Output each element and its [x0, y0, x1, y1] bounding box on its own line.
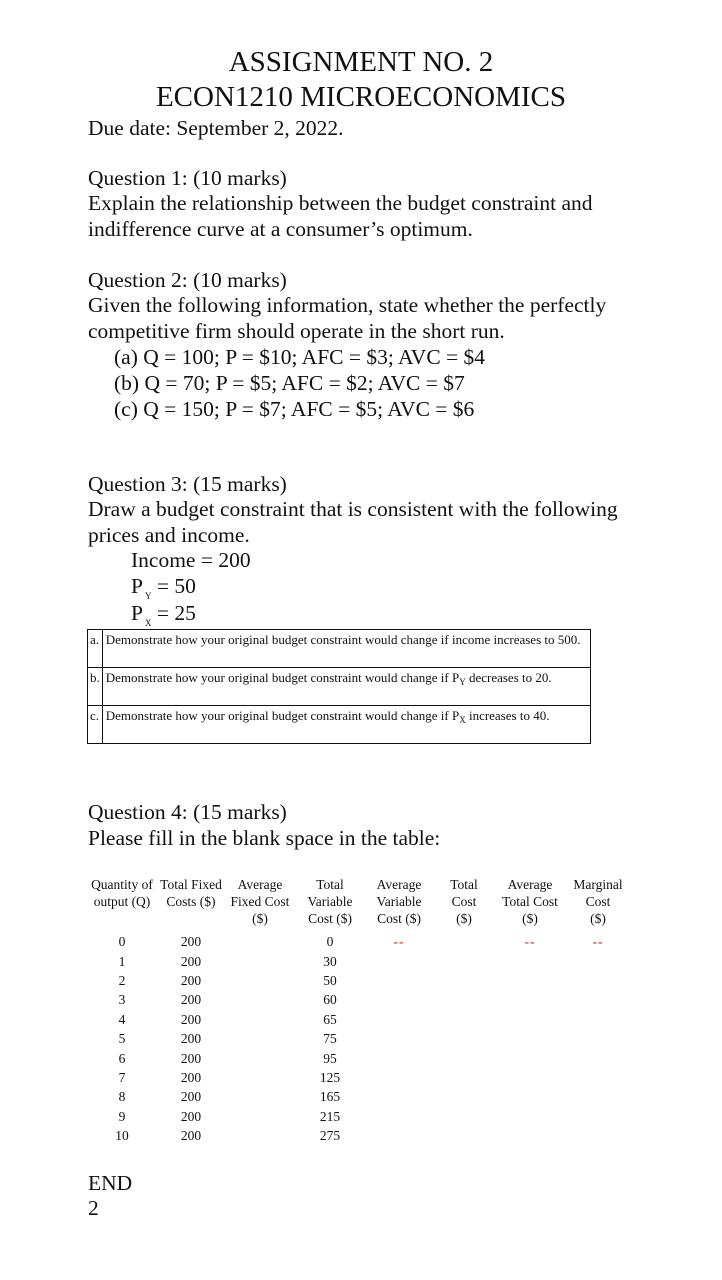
- table-row: [88, 1029, 632, 1048]
- table-cell: 9: [118, 1108, 126, 1124]
- column-header-line: Variable: [307, 894, 353, 909]
- table-cell: 75: [323, 1031, 337, 1047]
- table-cell: [226, 1048, 294, 1067]
- q4-heading: Question 4: (15 marks): [88, 800, 287, 824]
- q2-text-line-1: Given the following information, state whether the perfectly: [88, 293, 607, 317]
- column-header-line: Quantity of: [91, 877, 153, 892]
- table-cell: 200: [180, 1031, 202, 1047]
- q3-part-b-text-a: Demonstrate how your original budget constraint would change if P: [105, 670, 460, 685]
- q3-part-b-subscript: Y: [459, 677, 466, 687]
- table-cell: 200: [180, 972, 202, 988]
- table-cell: 200: [180, 1011, 202, 1027]
- table-cell: [564, 1068, 632, 1087]
- q3-part-text: [102, 706, 590, 744]
- column-header-line: [156, 910, 226, 927]
- table-cell: [226, 1068, 294, 1087]
- table-cell: [226, 1107, 294, 1126]
- table-row: [88, 971, 632, 990]
- q3-part-b-text-b: decreases to 20.: [465, 670, 552, 685]
- table-cell: [496, 971, 564, 990]
- table-cell: 200: [180, 1069, 202, 1085]
- q3-text-line-2: prices and income.: [88, 523, 250, 547]
- table-cell: --: [393, 934, 405, 950]
- table-cell: [432, 1107, 496, 1126]
- q1-heading: Question 1: (10 marks): [88, 166, 287, 190]
- table-cell: [366, 1068, 432, 1087]
- table-cell: 10: [115, 1128, 129, 1144]
- column-header-line: Average: [376, 877, 422, 892]
- table-cell: 60: [323, 992, 337, 1008]
- q3-py-letter: P: [131, 574, 143, 598]
- q3-part-row: [88, 630, 591, 668]
- cost-table-column-header: [432, 876, 496, 932]
- q1-text-line-1: Explain the relationship between the budget constraint and: [88, 191, 593, 215]
- column-header-line: Total Fixed: [160, 877, 222, 892]
- table-cell: [432, 1126, 496, 1145]
- table-cell: [564, 1048, 632, 1067]
- q3-part-a-text: Demonstrate how your original budget constraint would change if income increases to 500.: [105, 632, 581, 647]
- table-cell: [226, 1010, 294, 1029]
- table-cell: [496, 1087, 564, 1106]
- q3-part-label: a.: [88, 630, 103, 668]
- column-header-line: output (Q): [93, 894, 151, 909]
- table-row: [88, 1126, 632, 1145]
- cost-table-column-header: [156, 876, 226, 932]
- q3-px-letter: P: [131, 601, 143, 625]
- cost-table: [88, 876, 632, 1145]
- q3-price-y: [131, 573, 196, 603]
- table-cell: 200: [180, 953, 202, 969]
- cost-table-column-header: [226, 876, 294, 932]
- table-row: [88, 1068, 632, 1087]
- q3-part-c-text-b: increases to 40.: [465, 708, 550, 723]
- table-cell: 215: [319, 1108, 341, 1124]
- table-cell: [432, 1048, 496, 1067]
- q2-text-line-2: competitive firm should operate in the short run.: [88, 319, 505, 343]
- table-cell: 3: [118, 992, 126, 1008]
- table-row: [88, 1010, 632, 1029]
- table-cell: [226, 951, 294, 970]
- q3-part-c-subscript: X: [459, 715, 466, 725]
- q3-part-text: [102, 668, 590, 706]
- table-cell: [226, 1126, 294, 1145]
- table-row: [88, 932, 632, 951]
- table-cell: --: [592, 934, 604, 950]
- column-header-line: Average: [507, 877, 553, 892]
- table-cell: [564, 1107, 632, 1126]
- column-header-line: Variable: [376, 894, 422, 909]
- table-cell: [564, 1010, 632, 1029]
- table-row: [88, 1107, 632, 1126]
- table-cell: [366, 1048, 432, 1067]
- title-line-2: ECON1210 MICROECONOMICS: [155, 81, 567, 113]
- table-cell: [226, 932, 294, 951]
- q3-px-value: = 25: [156, 601, 196, 625]
- table-cell: [496, 1126, 564, 1145]
- table-cell: [432, 1010, 496, 1029]
- q3-part-text: [102, 630, 590, 668]
- table-cell: 200: [180, 1050, 202, 1066]
- column-header-line: ($): [252, 911, 268, 926]
- q3-part-label: c.: [88, 706, 103, 744]
- q2-item-b: (b) Q = 70; P = $5; AFC = $2; AVC = $7: [114, 371, 465, 395]
- table-cell: 200: [180, 992, 202, 1008]
- table-cell: [366, 1010, 432, 1029]
- column-header-line: Total: [450, 877, 478, 892]
- table-cell: [496, 1107, 564, 1126]
- cost-table-column-header: [88, 876, 156, 932]
- q3-px-subscript: X: [144, 618, 152, 628]
- table-cell: [366, 951, 432, 970]
- q3-py-subscript: Y: [144, 591, 152, 601]
- table-cell: [432, 971, 496, 990]
- q3-heading: Question 3: (15 marks): [88, 472, 287, 496]
- table-cell: [564, 1126, 632, 1145]
- table-cell: [366, 1029, 432, 1048]
- q1-text-line-2: indifference curve at a consumer’s optimum.: [88, 217, 473, 241]
- table-cell: [564, 1029, 632, 1048]
- table-cell: 200: [180, 934, 202, 950]
- q3-part-row: [88, 668, 591, 706]
- cost-table-column-header: [294, 876, 366, 932]
- column-header-line: Costs ($): [166, 894, 216, 909]
- table-cell: [496, 1048, 564, 1067]
- table-cell: [496, 1029, 564, 1048]
- column-header-line: Marginal: [573, 877, 623, 892]
- table-cell: [432, 951, 496, 970]
- table-cell: 50: [323, 972, 337, 988]
- column-header-line: Total Cost: [502, 894, 558, 909]
- q3-price-x: [131, 600, 196, 630]
- table-row: [88, 990, 632, 1009]
- table-cell: 275: [319, 1128, 341, 1144]
- title-line-1: ASSIGNMENT NO. 2: [228, 46, 494, 78]
- table-cell: [496, 990, 564, 1009]
- column-header-line: [88, 910, 156, 927]
- page-number: 2: [88, 1196, 99, 1220]
- table-cell: [564, 951, 632, 970]
- table-cell: [432, 932, 496, 951]
- q2-item-c: (c) Q = 150; P = $7; AFC = $5; AVC = $6: [114, 397, 475, 421]
- q3-text-line-1: Draw a budget constraint that is consistent with the following: [88, 497, 618, 521]
- table-cell: 1: [118, 953, 126, 969]
- table-cell: [564, 990, 632, 1009]
- cost-table-column-header: [564, 876, 632, 932]
- column-header-line: Average: [237, 877, 283, 892]
- q4-instruction: Please fill in the blank space in the table:: [88, 826, 441, 850]
- table-cell: [564, 971, 632, 990]
- table-cell: [432, 990, 496, 1009]
- column-header-line: Fixed Cost: [230, 894, 290, 909]
- table-cell: 7: [118, 1069, 126, 1085]
- table-cell: [366, 1107, 432, 1126]
- column-header-line: Total: [316, 877, 344, 892]
- column-header-line: Cost: [585, 894, 611, 909]
- table-cell: 165: [319, 1089, 341, 1105]
- table-cell: [432, 1068, 496, 1087]
- end-marker: END: [88, 1171, 133, 1195]
- q3-parts-table: [87, 629, 591, 744]
- q3-income: Income = 200: [131, 548, 251, 572]
- table-cell: [366, 1087, 432, 1106]
- column-header-line: ($): [522, 911, 538, 926]
- table-cell: 95: [323, 1050, 337, 1066]
- table-cell: --: [524, 934, 536, 950]
- table-cell: [366, 990, 432, 1009]
- column-header-line: ($): [590, 911, 606, 926]
- q3-part-c-text-a: Demonstrate how your original budget constraint would change if P: [105, 708, 460, 723]
- q2-heading: Question 2: (10 marks): [88, 268, 287, 292]
- table-cell: 6: [118, 1050, 126, 1066]
- table-cell: 5: [118, 1031, 126, 1047]
- table-cell: 8: [118, 1089, 126, 1105]
- table-cell: 2: [118, 972, 126, 988]
- table-cell: [366, 971, 432, 990]
- table-cell: [226, 971, 294, 990]
- table-cell: 0: [118, 934, 126, 950]
- q3-part-row: [88, 706, 591, 744]
- q3-part-label: b.: [88, 668, 103, 706]
- table-cell: 30: [323, 953, 337, 969]
- column-header-line: Cost ($): [377, 911, 421, 926]
- table-cell: 200: [180, 1089, 202, 1105]
- table-cell: [496, 1068, 564, 1087]
- cost-table-column-header: [496, 876, 564, 932]
- table-cell: [226, 990, 294, 1009]
- due-date: Due date: September 2, 2022.: [88, 116, 344, 140]
- table-row: [88, 1087, 632, 1106]
- column-header-line: Cost ($): [308, 911, 352, 926]
- table-cell: [496, 951, 564, 970]
- table-cell: 125: [319, 1069, 341, 1085]
- q3-py-value: = 50: [156, 574, 196, 598]
- cost-table-column-header: [366, 876, 432, 932]
- table-cell: [496, 1010, 564, 1029]
- cost-table-body: [88, 932, 632, 1145]
- table-cell: [226, 1029, 294, 1048]
- table-cell: [432, 1087, 496, 1106]
- table-cell: [226, 1087, 294, 1106]
- cost-table-header: [88, 876, 632, 932]
- column-header-line: Cost: [451, 894, 477, 909]
- column-header-line: ($): [456, 911, 472, 926]
- table-cell: [564, 1087, 632, 1106]
- table-row: [88, 1048, 632, 1067]
- table-cell: 0: [326, 934, 334, 950]
- table-cell: 200: [180, 1108, 202, 1124]
- table-cell: 4: [118, 1011, 126, 1027]
- table-cell: 65: [323, 1011, 337, 1027]
- table-row: [88, 951, 632, 970]
- q2-item-a: (a) Q = 100; P = $10; AFC = $3; AVC = $4: [114, 345, 486, 369]
- table-cell: 200: [180, 1128, 202, 1144]
- table-cell: [432, 1029, 496, 1048]
- table-cell: [366, 1126, 432, 1145]
